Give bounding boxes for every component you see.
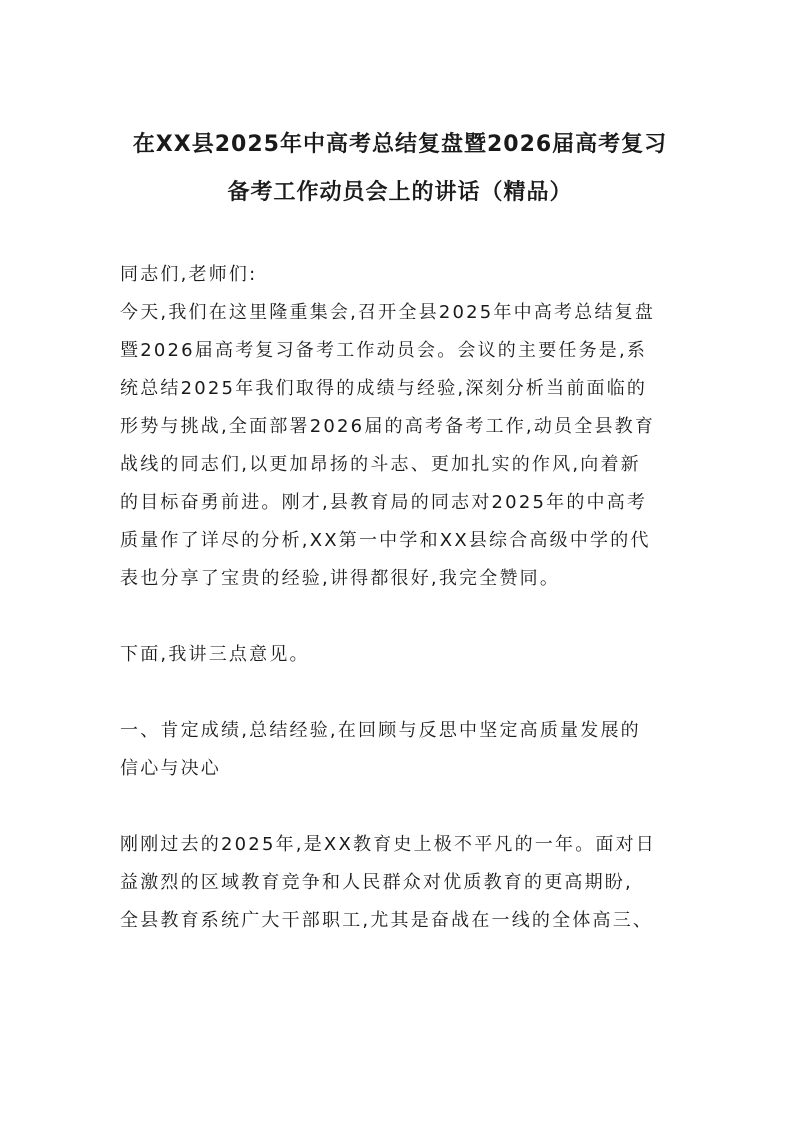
heading-line: 一、肯定成绩,总结经验,在回顾与反思中坚定高质量发展的: [120, 720, 641, 741]
spacer: [120, 788, 680, 826]
document-title: [110, 121, 690, 217]
title-line-2: 备考工作动员会上的讲话（精品）: [227, 180, 573, 205]
paragraph-intro-points: 下面,我讲三点意见。: [120, 644, 310, 665]
paragraph-line: 的目标奋勇前进。刚才,县教育局的同志对2025年的中高考: [120, 492, 648, 513]
paragraph-line: 全县教育系统广大干部职工,尤其是奋战在一线的全体高三、: [120, 910, 654, 931]
paragraph-line: 益激烈的区域教育竞争和人民群众对优质教育的更高期盼,: [120, 872, 633, 893]
document-body: [120, 256, 680, 940]
paragraph-line: 战线的同志们,以更加昂扬的斗志、更加扎实的作风,向着新: [120, 454, 641, 475]
paragraph-line: 暨2026届高考复习备考工作动员会。会议的主要任务是,系: [120, 340, 648, 361]
paragraph-line: 质量作了详尽的分析,XX第一中学和XX县综合高级中学的代: [120, 530, 651, 551]
paragraph-line: 今天,我们在这里隆重集会,召开全县2025年中高考总结复盘: [120, 302, 656, 323]
paragraph-section1: [120, 826, 680, 940]
paragraph-opening: [120, 294, 680, 598]
title-line-1: 在XX县2025年中高考总结复盘暨2026届高考复习: [132, 132, 668, 157]
paragraph-line: 统总结2025年我们取得的成绩与经验,深刻分析当前面临的: [120, 378, 648, 399]
spacer: [120, 598, 680, 636]
heading-line: 信心与决心: [120, 758, 221, 779]
salutation: 同志们,老师们:: [120, 264, 258, 285]
paragraph-line: 刚刚过去的2025年,是XX教育史上极不平凡的一年。面对日: [120, 834, 656, 855]
paragraph-line: 表也分享了宝贵的经验,讲得都很好,我完全赞同。: [120, 568, 561, 589]
paragraph-line: 形势与挑战,全面部署2026届的高考备考工作,动员全县教育: [120, 416, 656, 437]
spacer: [120, 674, 680, 712]
section-heading-1: [120, 712, 680, 788]
